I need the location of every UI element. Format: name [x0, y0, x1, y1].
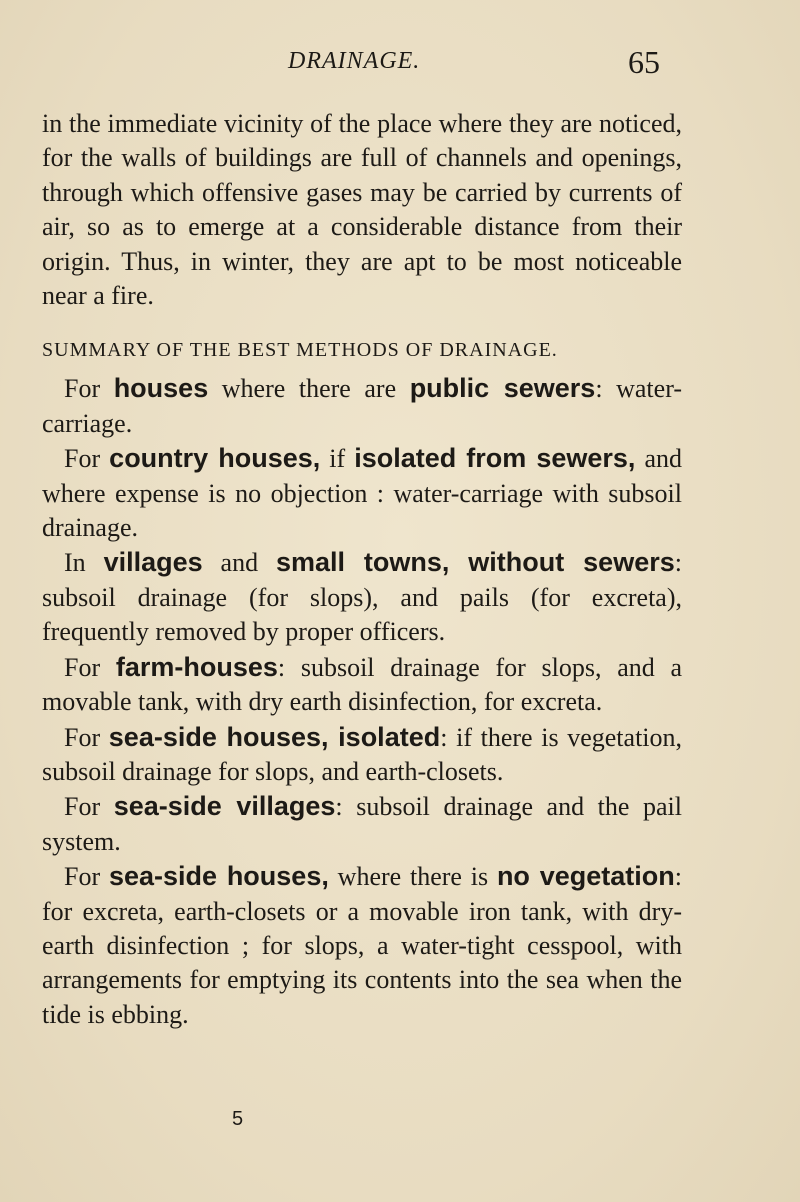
- signature-mark: 5: [232, 1108, 244, 1130]
- emphasized-phrase: farm-houses: [115, 651, 278, 682]
- entry-text: : water-carriage.: [42, 374, 682, 438]
- running-head: [0, 42, 800, 82]
- entry-text: For: [64, 722, 109, 752]
- section-heading: SUMMARY OF THE BEST METHODS OF DRAINAGE.: [42, 339, 558, 362]
- summary-entry: [42, 545, 682, 649]
- entry-text: where there is: [328, 862, 497, 892]
- entry-text: For: [64, 862, 109, 892]
- entry-text: : if there is vegetation, subsoil drainage for slops, and earth-closets.: [42, 722, 683, 786]
- entry-text: and: [202, 548, 276, 578]
- summary-entry: [42, 789, 682, 859]
- emphasized-phrase: country houses,: [109, 443, 321, 474]
- emphasized-phrase: houses: [113, 373, 209, 404]
- emphasized-phrase: public sewers: [409, 373, 596, 404]
- entry-text: if: [320, 444, 355, 474]
- emphasized-phrase: small towns, without sewers: [275, 547, 675, 578]
- running-title: DRAINAGE.: [288, 48, 421, 74]
- entry-text: : for excreta, earth-closets or a movable iron tank, with dry-earth disinfection ; for slops, a water-tight cesspool, with arrangements for emptying its contents into the sea when the tide is ebbing.: [42, 862, 682, 1029]
- summary-entry: [42, 441, 682, 545]
- body-text: [42, 107, 682, 1032]
- summary-entry: [42, 720, 682, 790]
- summary-entry: [42, 371, 682, 441]
- entry-text: and where expense is no objection : water-carriage with subsoil drainage.: [42, 444, 683, 543]
- summary-entries: [42, 371, 682, 1032]
- entry-text: For: [64, 374, 114, 404]
- emphasized-phrase: sea-side houses, isolated: [108, 721, 441, 752]
- entry-text: : subsoil drainage and the pail system.: [42, 792, 683, 856]
- emphasized-phrase: villages: [103, 547, 203, 578]
- page-number: 65: [628, 44, 660, 80]
- emphasized-phrase: sea-side villages: [113, 791, 336, 822]
- entry-text: : subsoil drainage for slops, and a movable tank, with dry earth disinfection, for excreta.: [42, 652, 682, 717]
- emphasized-phrase: isolated from sewers,: [354, 443, 636, 474]
- entry-text: In: [64, 548, 104, 578]
- summary-entry: [42, 859, 682, 1032]
- entry-text: For: [64, 652, 116, 682]
- emphasized-phrase: no vegetation: [496, 861, 675, 892]
- entry-text: : subsoil drainage (for slops), and pails (for excreta), frequently removed by proper officers.: [42, 548, 682, 647]
- intro-paragraph: in the immediate vicinity of the place where they are noticed, for the walls of buildings are full of channels and openings, through which offensive gases may be carried by currents of air, so as to emerge at a considerable distance from their origin. Thus, in winter, they are apt to be most noticeable near a fire.: [42, 109, 682, 311]
- entry-text: For: [64, 444, 110, 474]
- entry-text: where there are: [208, 374, 410, 404]
- entry-text: For: [64, 792, 114, 822]
- emphasized-phrase: sea-side houses,: [108, 861, 329, 892]
- summary-entry: [42, 650, 682, 720]
